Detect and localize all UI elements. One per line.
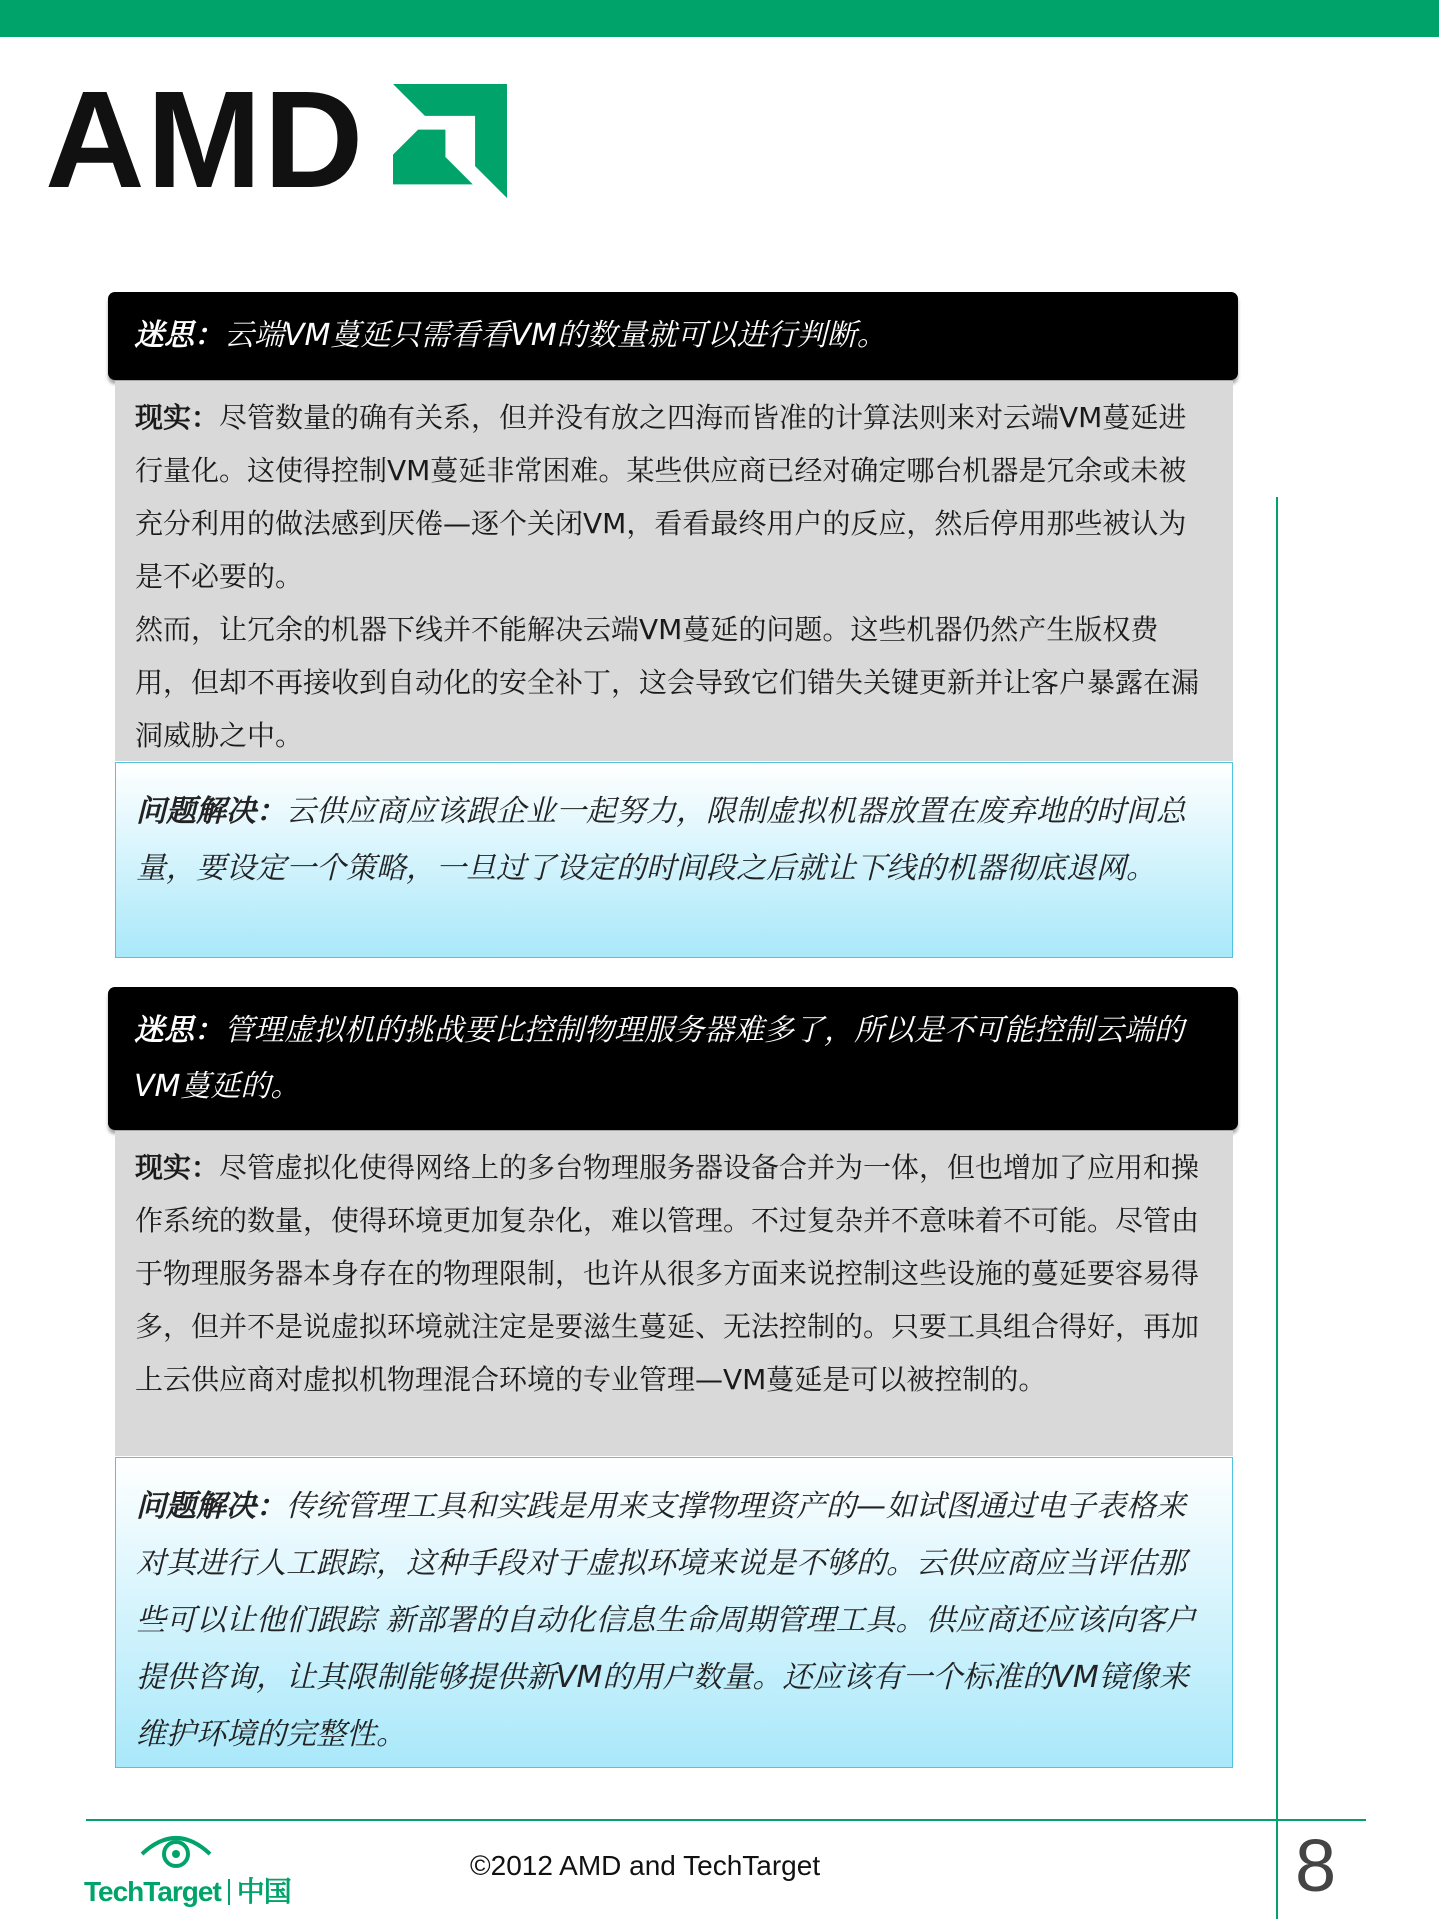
- footer-divider: [86, 1819, 1366, 1821]
- vertical-divider: [1276, 497, 1278, 1919]
- reality-paragraph: [135, 1141, 1213, 1406]
- myth-box-2: [108, 987, 1238, 1130]
- techtarget-logo: [84, 1830, 291, 1910]
- reality-box-1: [115, 381, 1233, 761]
- eye-icon: [136, 1830, 216, 1870]
- myth-text: 云端VM蔓延只需看看VM的数量就可以进行判断。: [224, 318, 887, 353]
- top-accent-bar: [0, 0, 1439, 37]
- solution-text: 传统管理工具和实践是用来支撑物理资产的—如试图通过电子表格来对其进行人工跟踪，这种手段对于虚拟环境来说是不够的。云供应商应当评估那些可以让他们跟踪 新部署的自动化信息生命周期管理工具。供应商还应该向客户提供咨询，让其限制能够提供新VM的用户数量。还应该有一个标准的VM镜像来维护环境的完整性。: [136, 1489, 1196, 1752]
- myth-label: 迷思：: [134, 1013, 224, 1048]
- reality-box-2: [115, 1131, 1233, 1456]
- reality-text: 尽管数量的确有关系，但并没有放之四海而皆准的计算法则来对云端VM蔓延进行量化。这使得控制VM蔓延非常困难。某些供应商已经对确定哪台机器是冗余或未被充分利用的做法感到厌倦—逐个关闭VM，看看最终用户的反应，然后停用那些被认为是不必要的。: [135, 401, 1187, 593]
- amd-logo-text: AMD: [45, 63, 366, 217]
- amd-arrow-icon: [393, 84, 507, 198]
- reality-label: 现实：: [135, 1151, 220, 1184]
- myth-text: 管理虚拟机的挑战要比控制物理服务器难多了，所以是不可能控制云端的VM蔓延的。: [134, 1013, 1184, 1104]
- solution-box-1: [115, 762, 1233, 958]
- solution-label: 问题解决：: [136, 794, 286, 829]
- reality-text: 尽管虚拟化使得网络上的多台物理服务器设备合并为一体，但也增加了应用和操作系统的数量，使得环境更加复杂化，难以管理。不过复杂并不意味着不可能。尽管由于物理服务器本身存在的物理限制，也许从很多方面来说控制这些设施的蔓延要容易得多，但并不是说虚拟环境就注定是要滋生蔓延、无法控制的。只要工具组合得好，再加上云供应商对虚拟机物理混合环境的专业管理—VM蔓延是可以被控制的。: [135, 1151, 1200, 1396]
- page-number: 8: [1295, 1824, 1337, 1907]
- myth-box-1: [108, 292, 1238, 380]
- solution-label: 问题解决：: [136, 1489, 286, 1524]
- techtarget-logo-text: TechTarget: [84, 1876, 221, 1907]
- myth-label: 迷思：: [134, 318, 224, 353]
- reality-paragraph: [135, 391, 1213, 603]
- logo-separator: [228, 1879, 230, 1905]
- solution-text: 云供应商应该跟企业一起努力，限制虚拟机器放置在废弃地的时间总量，要设定一个策略，一旦过了设定的时间段之后就让下线的机器彻底退网。: [136, 794, 1186, 886]
- techtarget-region-text: 中国: [236, 1876, 291, 1907]
- solution-box-2: [115, 1457, 1233, 1768]
- copyright-text: ©2012 AMD and TechTarget: [470, 1850, 821, 1881]
- reality-label: 现实：: [135, 401, 220, 434]
- reality-paragraph: 然而，让冗余的机器下线并不能解决云端VM蔓延的问题。这些机器仍然产生版权费用，但却不再接收到自动化的安全补丁，这会导致它们错失关键更新并让客户暴露在漏洞威胁之中。: [135, 613, 1200, 752]
